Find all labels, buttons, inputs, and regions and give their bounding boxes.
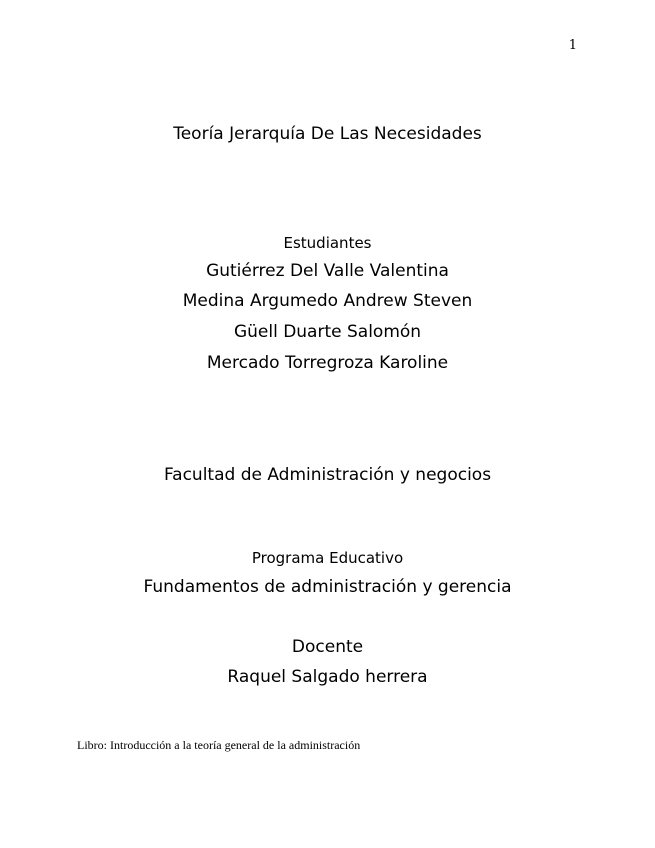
student-name: Güell Duarte Salomón xyxy=(233,322,422,342)
faculty-name: Facultad de Administración y negocios xyxy=(163,465,492,485)
teacher-heading: Docente xyxy=(291,637,364,657)
student-name: Medina Argumedo Andrew Steven xyxy=(182,291,473,311)
page-number: 1 xyxy=(568,38,577,53)
book-reference: Libro: Introducción a la teoría general de la administración xyxy=(77,738,361,752)
program-heading: Programa Educativo xyxy=(251,549,404,567)
students-heading: Estudiantes xyxy=(283,234,372,252)
student-name: Mercado Torregroza Karoline xyxy=(206,353,449,373)
teacher-name: Raquel Salgado herrera xyxy=(227,667,428,687)
student-name: Gutiérrez Del Valle Valentina xyxy=(206,261,449,281)
program-name: Fundamentos de administración y gerencia xyxy=(143,577,512,597)
document-title: Teoría Jerarquía De Las Necesidades xyxy=(173,124,482,144)
